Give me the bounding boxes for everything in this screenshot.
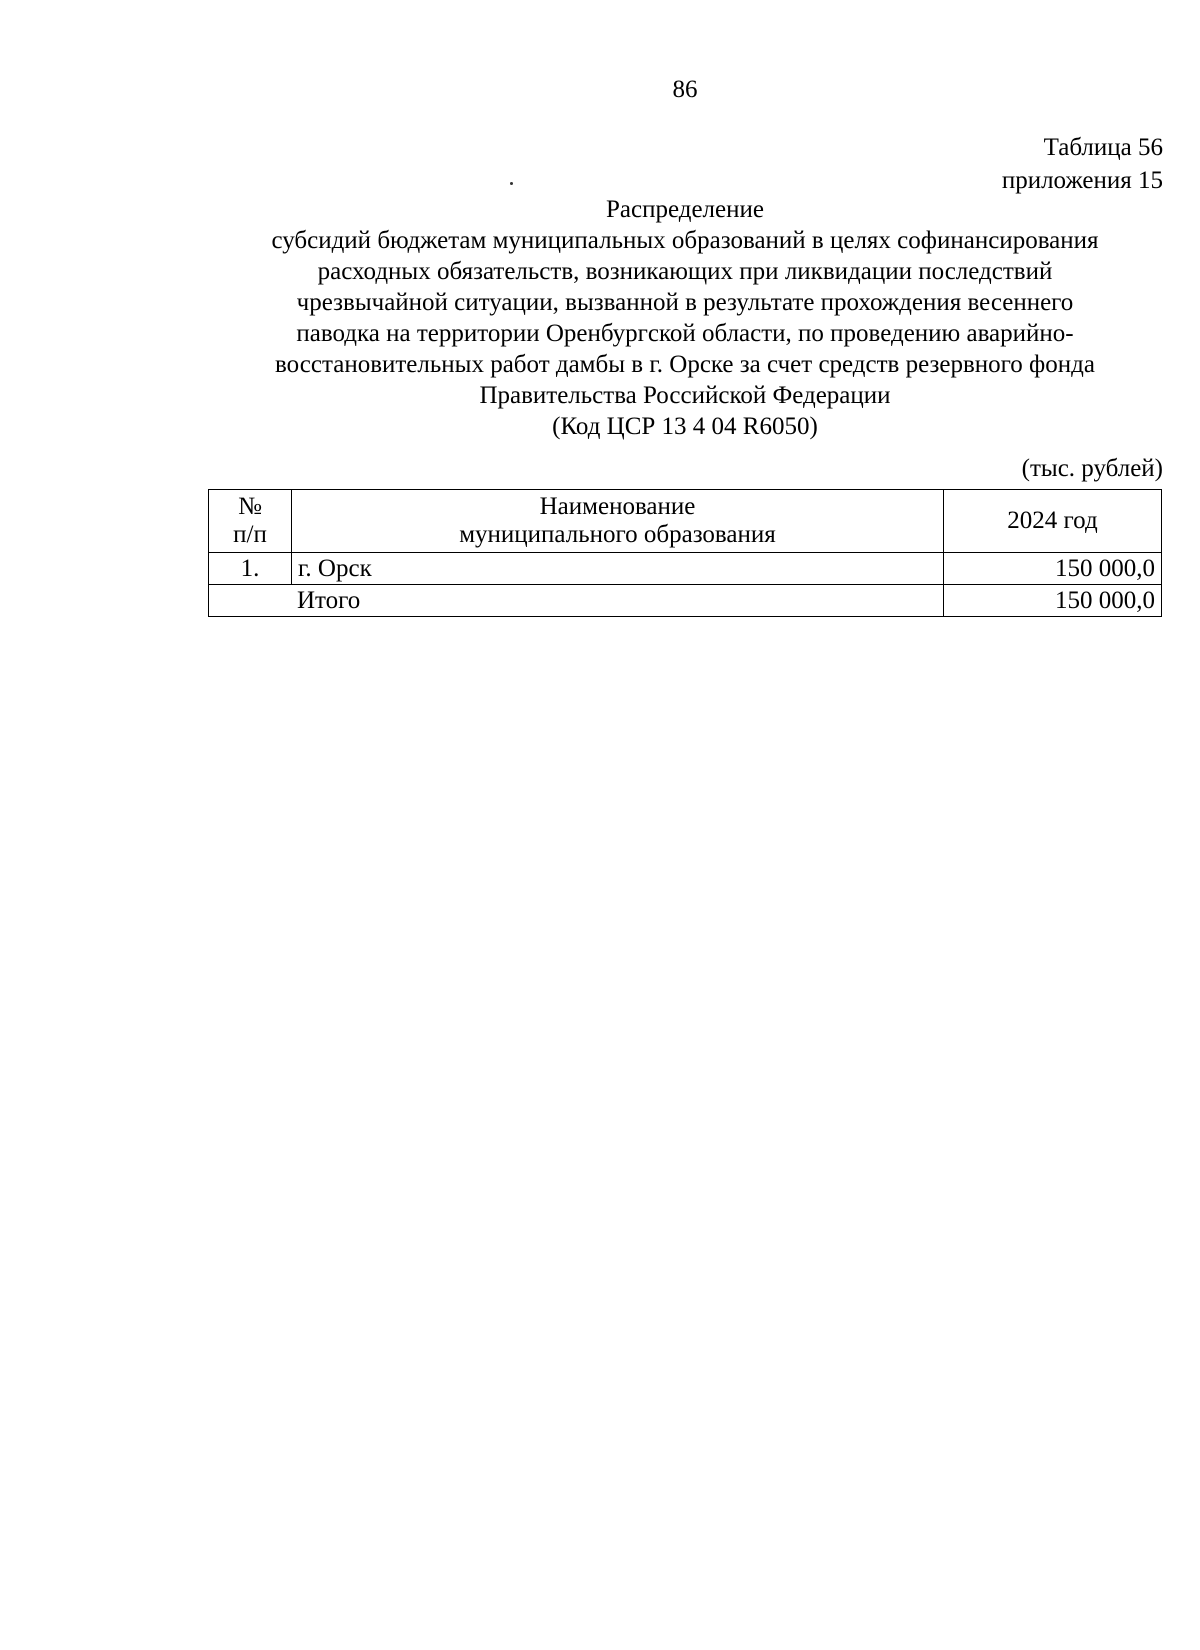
title-line: восстановительных работ дамбы в г. Орске за счет средств резервного фонда — [275, 351, 1095, 378]
units-label: (тыс. рублей) — [1021, 455, 1163, 482]
document-title — [150, 194, 1200, 442]
header-name — [292, 490, 944, 553]
appendix-number: приложения 15 — [1001, 167, 1163, 194]
table-number: Таблица 56 — [1043, 134, 1163, 161]
title-line: чрезвычайной ситуации, вызванной в результате прохождения весеннего — [296, 289, 1074, 316]
title-line: Правительства Российской Федерации — [479, 382, 891, 409]
title-line: паводка на территории Оренбургской области, по проведению аварийно- — [296, 320, 1074, 347]
table-header-row — [209, 490, 1162, 553]
total-row — [209, 585, 1162, 617]
header-year: 2024 год — [944, 490, 1162, 553]
header-number-line1: № — [238, 493, 262, 520]
header-name-line2: муниципального образования — [459, 521, 776, 548]
title-line: расходных обязательств, возникающих при ликвидации последствий — [317, 258, 1053, 285]
title-line: субсидий бюджетам муниципальных образований в целях софинансирования — [271, 227, 1099, 254]
distribution-table — [208, 489, 1162, 617]
scan-speck — [510, 182, 513, 185]
table-row — [209, 553, 1162, 585]
title-heading: Распределение — [606, 196, 764, 223]
row-number: 1. — [209, 553, 292, 585]
row-value: 150 000,0 — [944, 553, 1162, 585]
budget-code: (Код ЦСР 13 4 04 R6050) — [552, 413, 818, 440]
table-reference — [1002, 131, 1163, 197]
header-name-line1: Наименование — [539, 493, 696, 520]
header-number-line2: п/п — [233, 521, 267, 548]
page-number: 86 — [672, 76, 698, 103]
total-value: 150 000,0 — [944, 585, 1162, 617]
total-label: Итого — [209, 585, 944, 617]
header-number — [209, 490, 292, 553]
row-municipality: г. Орск — [292, 553, 944, 585]
